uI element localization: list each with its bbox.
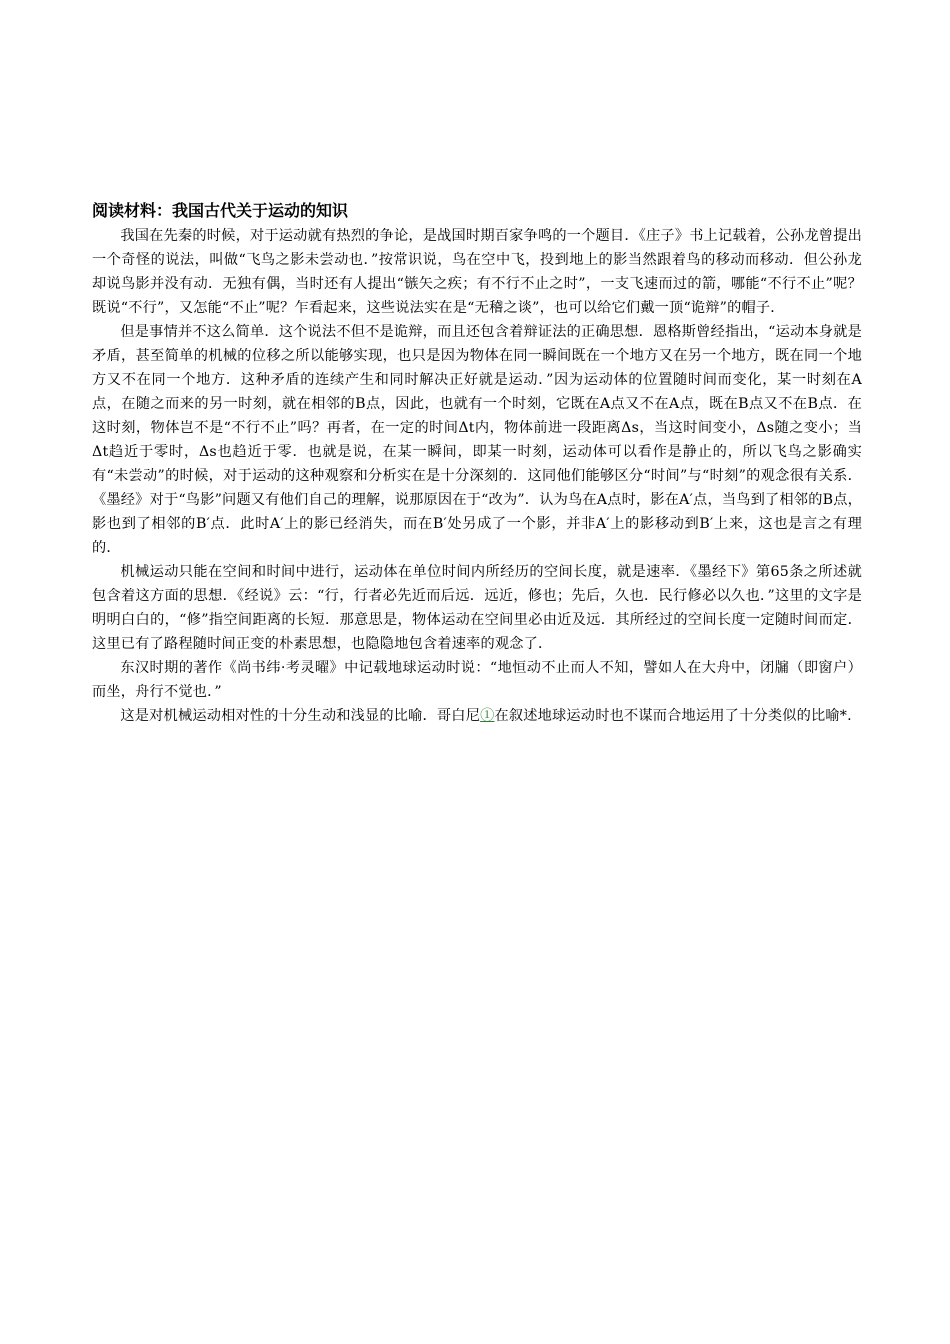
paragraph-2: 但是事情并不这么简单．这个说法不但不是诡辩，而且还包含着辩证法的正确思想．恩格斯曾经指出，“运动本身就是矛盾，甚至简单的机械的位移之所以能够实现，也只是因为物体在同一瞬间既在一个地方又在另一个地方，既在同一个地方又不在同一个地方．这种矛盾的连续产生和同时解决正好就是运动．”因为运动体的位置随时间而变化，某一时刻在A点，在随之而来的另一时刻，就在相邻的B点，因此，也就有一个时刻，它既在A点又不在A点，既在B点又不在B点．在这时刻，物体岂不是“不行不止”吗？再者，在一定的时间Δt内，物体前进一段距离Δs，当这时间变小，Δs随之变小；当Δt趋近于零时，Δs也趋近于零．也就是说，在某一瞬间，即某一时刻，运动体可以看作是静止的，所以飞鸟之影确实有“未尝动”的时候，对于运动的这种观察和分析实在是十分深刻的．这同他们能够区分“时间”与“时刻”的观念很有关系．《墨经》对于“鸟影”问题又有他们自己的理解，说那原因在于“改为”．认为鸟在A点时，影在A′点，当鸟到了相邻的B点，影也到了相邻的B′点．此时A′上的影已经消失，而在B′处另成了一个影，并非A′上的影移动到B′上来，这也是言之有理的． — [92, 324, 862, 556]
document-page — [92, 200, 862, 728]
document-title: 阅读材料：我国古代关于运动的知识 — [92, 201, 349, 220]
footnote-reference-link[interactable]: ① — [480, 708, 495, 724]
paragraph-1: 我国在先秦的时候，对于运动就有热烈的争论，是战国时期百家争鸣的一个题目．《庄子》书上记载着，公孙龙曾提出一个奇怪的说法，叫做“飞鸟之影未尝动也．”按常识说，鸟在空中飞，投到地上的影当然跟着鸟的移动而移动．但公孙龙却说鸟影并没有动．无独有偶，当时还有人提出“镞矢之疾；有不行不止之时”，一支飞速而过的箭，哪能“不行不止”呢？既说“不行”，又怎能“不止”呢？乍看起来，这些说法实在是“无稽之谈”，也可以给它们戴一顶“诡辩”的帽子． — [92, 228, 862, 316]
paragraph-5-text-end: 在叙述地球运动时也不谋而合地运用了十分类似的比喻*. — [494, 708, 852, 724]
paragraph-5 — [92, 704, 862, 728]
paragraph-3: 机械运动只能在空间和时间中进行，运动体在单位时间内所经历的空间长度，就是速率．《墨经下》第65条之所述就包含着这方面的思想．《经说》云：“行，行者必先近而后远．远近，修也；先后，久也．民行修必以久也．”这里的文字是明明白白的，“修”指空间距离的长短．那意思是，物体运动在空间里必由近及远．其所经过的空间长度一定随时间而定．这里已有了路程随时间正变的朴素思想，也隐隐地包含着速率的观念了． — [92, 564, 862, 652]
paragraph-5-text-start: 这是对机械运动相对性的十分生动和浅显的比喻．哥白尼 — [120, 708, 481, 724]
paragraph-4: 东汉时期的著作《尚书纬·考灵曜》中记载地球运动时说：“地恒动不止而人不知，譬如人在大舟中，闭牖（即窗户）而坐，舟行不觉也．” — [92, 660, 862, 700]
